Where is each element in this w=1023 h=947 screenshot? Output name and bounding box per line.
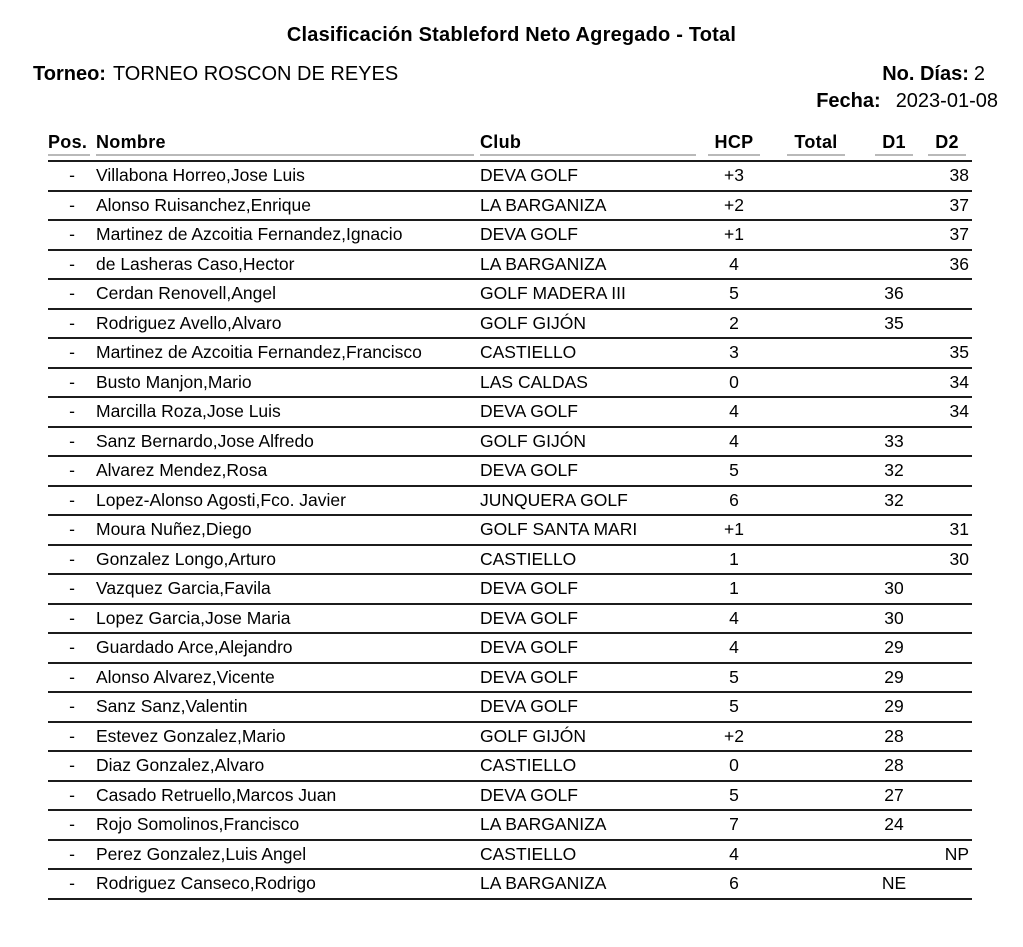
results-header — [48, 125, 972, 161]
day1-score-cell — [866, 161, 922, 191]
page-title: Clasificación Stableford Neto Agregado - Total — [286, 24, 737, 46]
table-row — [48, 515, 972, 545]
player-name-cell: Guardado Arce,Alejandro — [96, 633, 480, 663]
total-cell — [766, 545, 866, 575]
day2-score-cell: 34 — [922, 397, 972, 427]
table-row — [48, 751, 972, 781]
player-name-cell: Sanz Sanz,Valentin — [96, 692, 480, 722]
club-cell: GOLF GIJÓN — [480, 427, 702, 457]
club-cell: DEVA GOLF — [480, 161, 702, 191]
club-cell: GOLF MADERA III — [480, 279, 702, 309]
day1-score-cell: 24 — [866, 810, 922, 840]
total-cell — [766, 781, 866, 811]
total-cell — [766, 722, 866, 752]
player-name-cell: de Lasheras Caso,Hector — [96, 250, 480, 280]
total-cell — [766, 250, 866, 280]
position-cell: - — [48, 309, 96, 339]
date-label: Fecha: — [816, 90, 881, 112]
table-row — [48, 161, 972, 191]
position-cell: - — [48, 663, 96, 693]
day1-score-cell — [866, 220, 922, 250]
table-row — [48, 427, 972, 457]
day2-score-cell: 36 — [922, 250, 972, 280]
club-cell: GOLF GIJÓN — [480, 309, 702, 339]
day1-score-cell: 33 — [866, 427, 922, 457]
position-cell: - — [48, 574, 96, 604]
col-header-nombre: Nombre — [96, 125, 480, 161]
day1-score-cell — [866, 545, 922, 575]
position-cell: - — [48, 486, 96, 516]
position-cell: - — [48, 722, 96, 752]
days-value: 2 — [973, 63, 985, 85]
handicap-cell: 5 — [702, 692, 766, 722]
total-cell — [766, 161, 866, 191]
day1-score-cell — [866, 397, 922, 427]
handicap-cell: 5 — [702, 279, 766, 309]
table-row — [48, 692, 972, 722]
club-cell: GOLF SANTA MARI — [480, 515, 702, 545]
day2-score-cell: 30 — [922, 545, 972, 575]
day1-score-cell: 28 — [866, 722, 922, 752]
day2-score-cell — [922, 427, 972, 457]
day2-score-cell: 34 — [922, 368, 972, 398]
position-cell: - — [48, 397, 96, 427]
day1-score-cell: 28 — [866, 751, 922, 781]
handicap-cell: 4 — [702, 250, 766, 280]
total-cell — [766, 456, 866, 486]
table-row — [48, 250, 972, 280]
day2-score-cell — [922, 456, 972, 486]
table-row — [48, 840, 972, 870]
total-cell — [766, 604, 866, 634]
position-cell: - — [48, 781, 96, 811]
player-name-cell: Marcilla Roza,Jose Luis — [96, 397, 480, 427]
player-name-cell: Alonso Alvarez,Vicente — [96, 663, 480, 693]
day2-score-cell — [922, 574, 972, 604]
club-cell: GOLF GIJÓN — [480, 722, 702, 752]
total-cell — [766, 810, 866, 840]
position-cell: - — [48, 869, 96, 899]
tournament-field — [33, 63, 398, 86]
handicap-cell: 5 — [702, 781, 766, 811]
total-cell — [766, 751, 866, 781]
player-name-cell: Alvarez Mendez,Rosa — [96, 456, 480, 486]
day1-score-cell: 30 — [866, 604, 922, 634]
day2-score-cell: 31 — [922, 515, 972, 545]
club-cell: CASTIELLO — [480, 840, 702, 870]
position-cell: - — [48, 279, 96, 309]
date-value: 2023-01-08 — [895, 90, 998, 112]
results-body — [48, 161, 972, 899]
position-cell: - — [48, 427, 96, 457]
handicap-cell: 5 — [702, 663, 766, 693]
table-row — [48, 722, 972, 752]
club-cell: LA BARGANIZA — [480, 810, 702, 840]
total-cell — [766, 279, 866, 309]
position-cell: - — [48, 751, 96, 781]
day1-score-cell: 29 — [866, 663, 922, 693]
total-cell — [766, 486, 866, 516]
day1-score-cell: 35 — [866, 309, 922, 339]
day2-score-cell — [922, 722, 972, 752]
position-cell: - — [48, 456, 96, 486]
day1-score-cell: 36 — [866, 279, 922, 309]
total-cell — [766, 515, 866, 545]
table-row — [48, 309, 972, 339]
player-name-cell: Sanz Bernardo,Jose Alfredo — [96, 427, 480, 457]
meta-row-top — [33, 63, 985, 86]
day2-score-cell — [922, 692, 972, 722]
club-cell: DEVA GOLF — [480, 604, 702, 634]
total-cell — [766, 397, 866, 427]
day1-score-cell: 27 — [866, 781, 922, 811]
total-cell — [766, 663, 866, 693]
position-cell: - — [48, 368, 96, 398]
club-cell: LA BARGANIZA — [480, 250, 702, 280]
table-row — [48, 338, 972, 368]
handicap-cell: 4 — [702, 397, 766, 427]
table-row — [48, 810, 972, 840]
day1-score-cell: 29 — [866, 692, 922, 722]
table-row — [48, 486, 972, 516]
day2-score-cell: 37 — [922, 220, 972, 250]
table-row — [48, 368, 972, 398]
day2-score-cell: NP — [922, 840, 972, 870]
player-name-cell: Perez Gonzalez,Luis Angel — [96, 840, 480, 870]
days-label: No. Días: — [882, 63, 969, 85]
handicap-cell: +1 — [702, 515, 766, 545]
table-row — [48, 279, 972, 309]
player-name-cell: Estevez Gonzalez,Mario — [96, 722, 480, 752]
col-header-total: Total — [766, 125, 866, 161]
position-cell: - — [48, 545, 96, 575]
table-row — [48, 545, 972, 575]
position-cell: - — [48, 515, 96, 545]
day2-score-cell: 38 — [922, 161, 972, 191]
table-row — [48, 191, 972, 221]
total-cell — [766, 220, 866, 250]
club-cell: DEVA GOLF — [480, 397, 702, 427]
club-cell: DEVA GOLF — [480, 663, 702, 693]
position-cell: - — [48, 692, 96, 722]
handicap-cell: 4 — [702, 427, 766, 457]
position-cell: - — [48, 840, 96, 870]
col-header-club: Club — [480, 125, 702, 161]
player-name-cell: Diaz Gonzalez,Alvaro — [96, 751, 480, 781]
results-table — [48, 125, 972, 900]
position-cell: - — [48, 604, 96, 634]
total-cell — [766, 633, 866, 663]
total-cell — [766, 427, 866, 457]
total-cell — [766, 840, 866, 870]
player-name-cell: Villabona Horreo,Jose Luis — [96, 161, 480, 191]
handicap-cell: +2 — [702, 191, 766, 221]
total-cell — [766, 692, 866, 722]
player-name-cell: Gonzalez Longo,Arturo — [96, 545, 480, 575]
handicap-cell: 0 — [702, 751, 766, 781]
col-header-hcp: HCP — [702, 125, 766, 161]
day1-score-cell — [866, 368, 922, 398]
day1-score-cell: 30 — [866, 574, 922, 604]
day2-score-cell — [922, 486, 972, 516]
player-name-cell: Rodriguez Avello,Alvaro — [96, 309, 480, 339]
table-row — [48, 397, 972, 427]
player-name-cell: Cerdan Renovell,Angel — [96, 279, 480, 309]
handicap-cell: 6 — [702, 869, 766, 899]
handicap-cell: +3 — [702, 161, 766, 191]
day2-score-cell: 35 — [922, 338, 972, 368]
club-cell: DEVA GOLF — [480, 456, 702, 486]
player-name-cell: Rojo Somolinos,Francisco — [96, 810, 480, 840]
col-header-pos: Pos. — [48, 125, 96, 161]
table-row — [48, 633, 972, 663]
table-row — [48, 869, 972, 899]
day1-score-cell — [866, 338, 922, 368]
day1-score-cell: 29 — [866, 633, 922, 663]
day1-score-cell — [866, 250, 922, 280]
club-cell: JUNQUERA GOLF — [480, 486, 702, 516]
player-name-cell: Alonso Ruisanchez,Enrique — [96, 191, 480, 221]
day2-score-cell — [922, 309, 972, 339]
days-field — [882, 63, 985, 86]
day1-score-cell — [866, 191, 922, 221]
handicap-cell: 7 — [702, 810, 766, 840]
total-cell — [766, 869, 866, 899]
handicap-cell: 3 — [702, 338, 766, 368]
day2-score-cell — [922, 279, 972, 309]
position-cell: - — [48, 810, 96, 840]
club-cell: DEVA GOLF — [480, 220, 702, 250]
handicap-cell: 1 — [702, 545, 766, 575]
club-cell: LA BARGANIZA — [480, 191, 702, 221]
day1-score-cell: 32 — [866, 456, 922, 486]
handicap-cell: 4 — [702, 633, 766, 663]
club-cell: DEVA GOLF — [480, 692, 702, 722]
tournament-label: Torneo: — [33, 63, 106, 85]
position-cell: - — [48, 633, 96, 663]
day2-score-cell: 37 — [922, 191, 972, 221]
player-name-cell: Lopez-Alonso Agosti,Fco. Javier — [96, 486, 480, 516]
day2-score-cell — [922, 751, 972, 781]
total-cell — [766, 191, 866, 221]
position-cell: - — [48, 250, 96, 280]
handicap-cell: +1 — [702, 220, 766, 250]
player-name-cell: Lopez Garcia,Jose Maria — [96, 604, 480, 634]
position-cell: - — [48, 161, 96, 191]
club-cell: LAS CALDAS — [480, 368, 702, 398]
day2-score-cell — [922, 810, 972, 840]
col-header-d1: D1 — [866, 125, 922, 161]
day1-score-cell: NE — [866, 869, 922, 899]
table-row — [48, 663, 972, 693]
table-row — [48, 574, 972, 604]
player-name-cell: Moura Nuñez,Diego — [96, 515, 480, 545]
club-cell: DEVA GOLF — [480, 633, 702, 663]
club-cell: DEVA GOLF — [480, 574, 702, 604]
handicap-cell: 4 — [702, 840, 766, 870]
handicap-cell: 4 — [702, 604, 766, 634]
date-field — [0, 90, 998, 113]
handicap-cell: 5 — [702, 456, 766, 486]
day1-score-cell: 32 — [866, 486, 922, 516]
tournament-name: TORNEO ROSCON DE REYES — [112, 63, 399, 85]
day1-score-cell — [866, 840, 922, 870]
handicap-cell: 6 — [702, 486, 766, 516]
table-row — [48, 220, 972, 250]
handicap-cell: 0 — [702, 368, 766, 398]
handicap-cell: 2 — [702, 309, 766, 339]
position-cell: - — [48, 338, 96, 368]
player-name-cell: Martinez de Azcoitia Fernandez,Francisco — [96, 338, 480, 368]
table-row — [48, 456, 972, 486]
club-cell: CASTIELLO — [480, 545, 702, 575]
club-cell: CASTIELLO — [480, 751, 702, 781]
table-row — [48, 781, 972, 811]
day2-score-cell — [922, 781, 972, 811]
player-name-cell: Martinez de Azcoitia Fernandez,Ignacio — [96, 220, 480, 250]
club-cell: DEVA GOLF — [480, 781, 702, 811]
club-cell: LA BARGANIZA — [480, 869, 702, 899]
club-cell: CASTIELLO — [480, 338, 702, 368]
handicap-cell: +2 — [702, 722, 766, 752]
col-header-d2: D2 — [922, 125, 972, 161]
day1-score-cell — [866, 515, 922, 545]
player-name-cell: Rodriguez Canseco,Rodrigo — [96, 869, 480, 899]
day2-score-cell — [922, 663, 972, 693]
player-name-cell: Busto Manjon,Mario — [96, 368, 480, 398]
player-name-cell: Casado Retruello,Marcos Juan — [96, 781, 480, 811]
total-cell — [766, 338, 866, 368]
position-cell: - — [48, 191, 96, 221]
day2-score-cell — [922, 633, 972, 663]
handicap-cell: 1 — [702, 574, 766, 604]
day2-score-cell — [922, 869, 972, 899]
total-cell — [766, 574, 866, 604]
day2-score-cell — [922, 604, 972, 634]
total-cell — [766, 309, 866, 339]
table-row — [48, 604, 972, 634]
player-name-cell: Vazquez Garcia,Favila — [96, 574, 480, 604]
position-cell: - — [48, 220, 96, 250]
total-cell — [766, 368, 866, 398]
